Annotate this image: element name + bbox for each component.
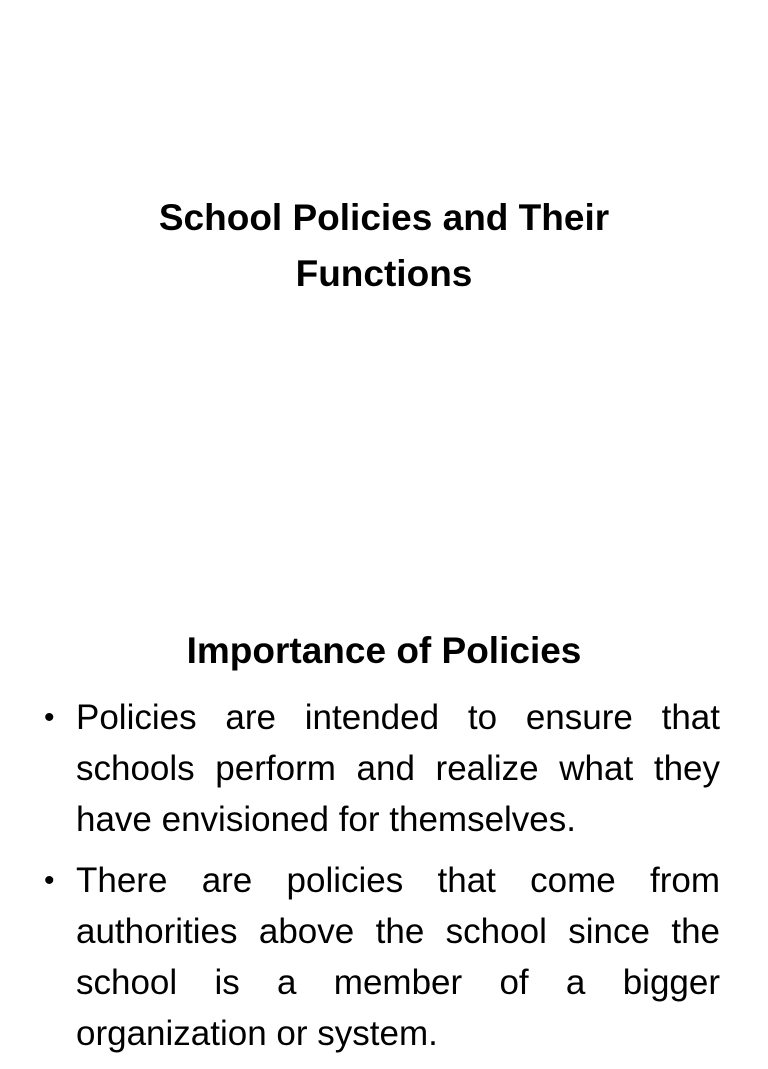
slide-title-heading: School Policies and Their Functions: [158, 197, 610, 294]
bullet-item: [44, 855, 720, 1059]
bullet-text: There are policies that come from authorities above the school since the school is a member of a bigger organization or system.: [76, 861, 720, 1053]
bullet-icon: •: [44, 864, 55, 897]
bullet-icon: •: [44, 701, 55, 734]
bullet-item: [44, 692, 720, 845]
bullet-list: [44, 692, 720, 1069]
slide-heading: Importance of Policies: [186, 630, 582, 671]
slide-importance-of-policies: [0, 580, 768, 1053]
bullet-text: Policies are intended to ensure that schools perform and realize what they have envisioned for themselves.: [76, 698, 720, 839]
